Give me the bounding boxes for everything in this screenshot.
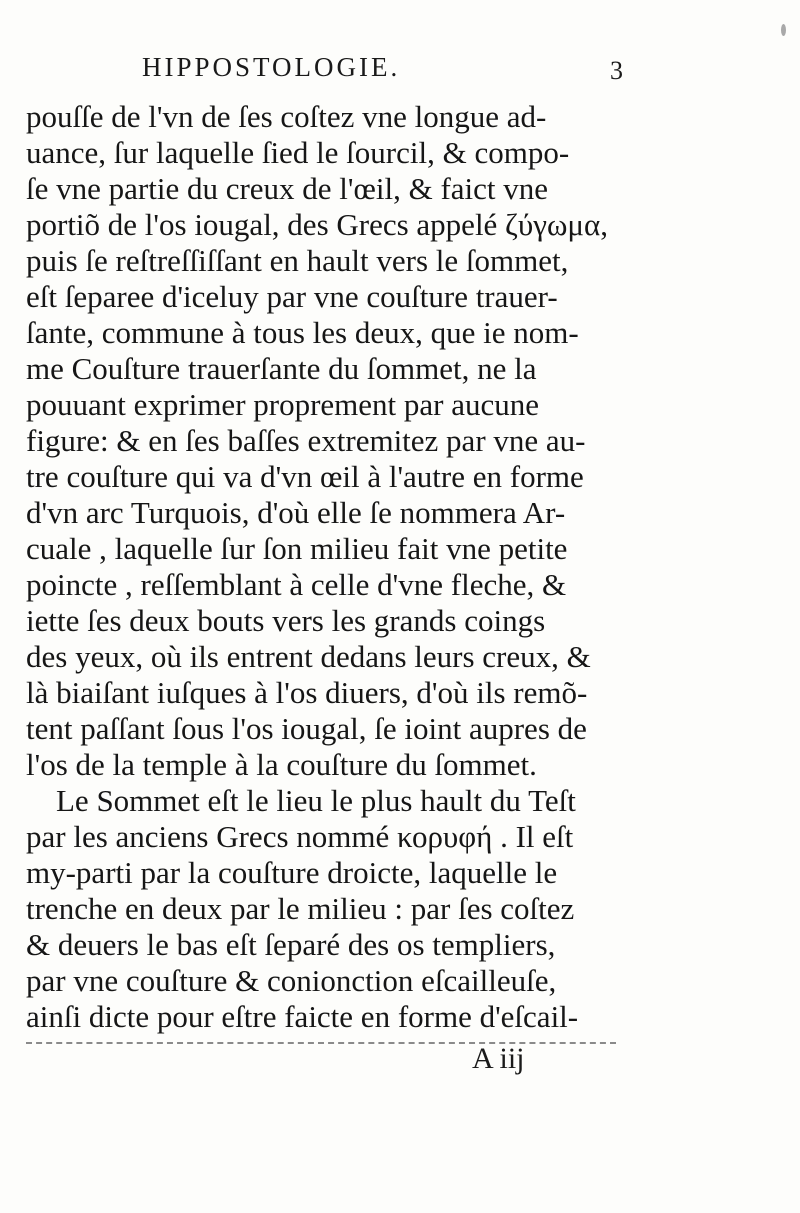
text-line: puis ſe reſtreſſiſſant en hault vers le ſommet, [26,243,569,278]
running-head [142,52,642,92]
signature-mark: A iij [472,1042,525,1075]
text-line: par les anciens Grecs nommé κορυφή . Il eſt [26,819,574,854]
text-line: trenche en deux par le milieu : par ſes coſtez [26,891,575,926]
text-line: iette ſes deux bouts vers les grands coings [26,603,546,638]
running-title: HIPPOSTOLOGIE. [142,52,401,82]
text-line: par vne couſture & conionction eſcailleuſe, [26,963,557,998]
text-line: figure: & en ſes baſſes extremitez par vne au- [26,423,586,458]
ink-speck [781,24,786,36]
text-line: d'vn arc Turquois, d'où elle ſe nommera Ar- [26,495,566,530]
text-line: eſt ſeparee d'iceluy par vne couſture trauer- [26,279,558,314]
text-line: & deuers le bas eſt ſeparé des os templiers, [26,927,556,962]
text-line: ſante, commune à tous les deux, que ie nom- [26,315,579,350]
text-line: my-parti par la couſture droicte, laquelle le [26,855,558,890]
text-line: cuale , laquelle ſur ſon milieu fait vne petite [26,531,568,566]
text-line: là biaiſant iuſques à l'os diuers, d'où ils remõ- [26,675,588,710]
text-line: tent paſſant ſous l'os iougal, ſe ioint aupres de [26,711,587,746]
bottom-rule [26,1042,616,1044]
text-line: l'os de la temple à la couſture du ſommet. [26,747,537,782]
text-line: pouſſe de l'vn de ſes coſtez vne longue ad- [26,99,547,134]
text-line: ſe vne partie du creux de l'œil, & faict vne [26,171,549,206]
text-line: me Couſture trauerſante du ſommet, ne la [26,351,537,386]
text-line: ainſi dicte pour eſtre faicte en forme d'eſcail- [26,999,579,1034]
text-line: pouuant exprimer proprement par aucune [26,387,540,422]
text-line: uance, ſur laquelle ſied le ſourcil, & compo- [26,135,570,170]
page-number: 3 [610,56,623,85]
text-line: poincte , reſſemblant à celle d'vne fleche, & [26,567,567,602]
text-line: portiõ de l'os iougal, des Grecs appelé ζύγωμα, [26,207,608,242]
text-line: tre couſture qui va d'vn œil à l'autre en forme [26,459,584,494]
paragraph-first-line: Le Sommet eſt le lieu le plus hault du Teſt [56,783,576,818]
text-line: des yeux, où ils entrent dedans leurs creux, & [26,639,591,674]
